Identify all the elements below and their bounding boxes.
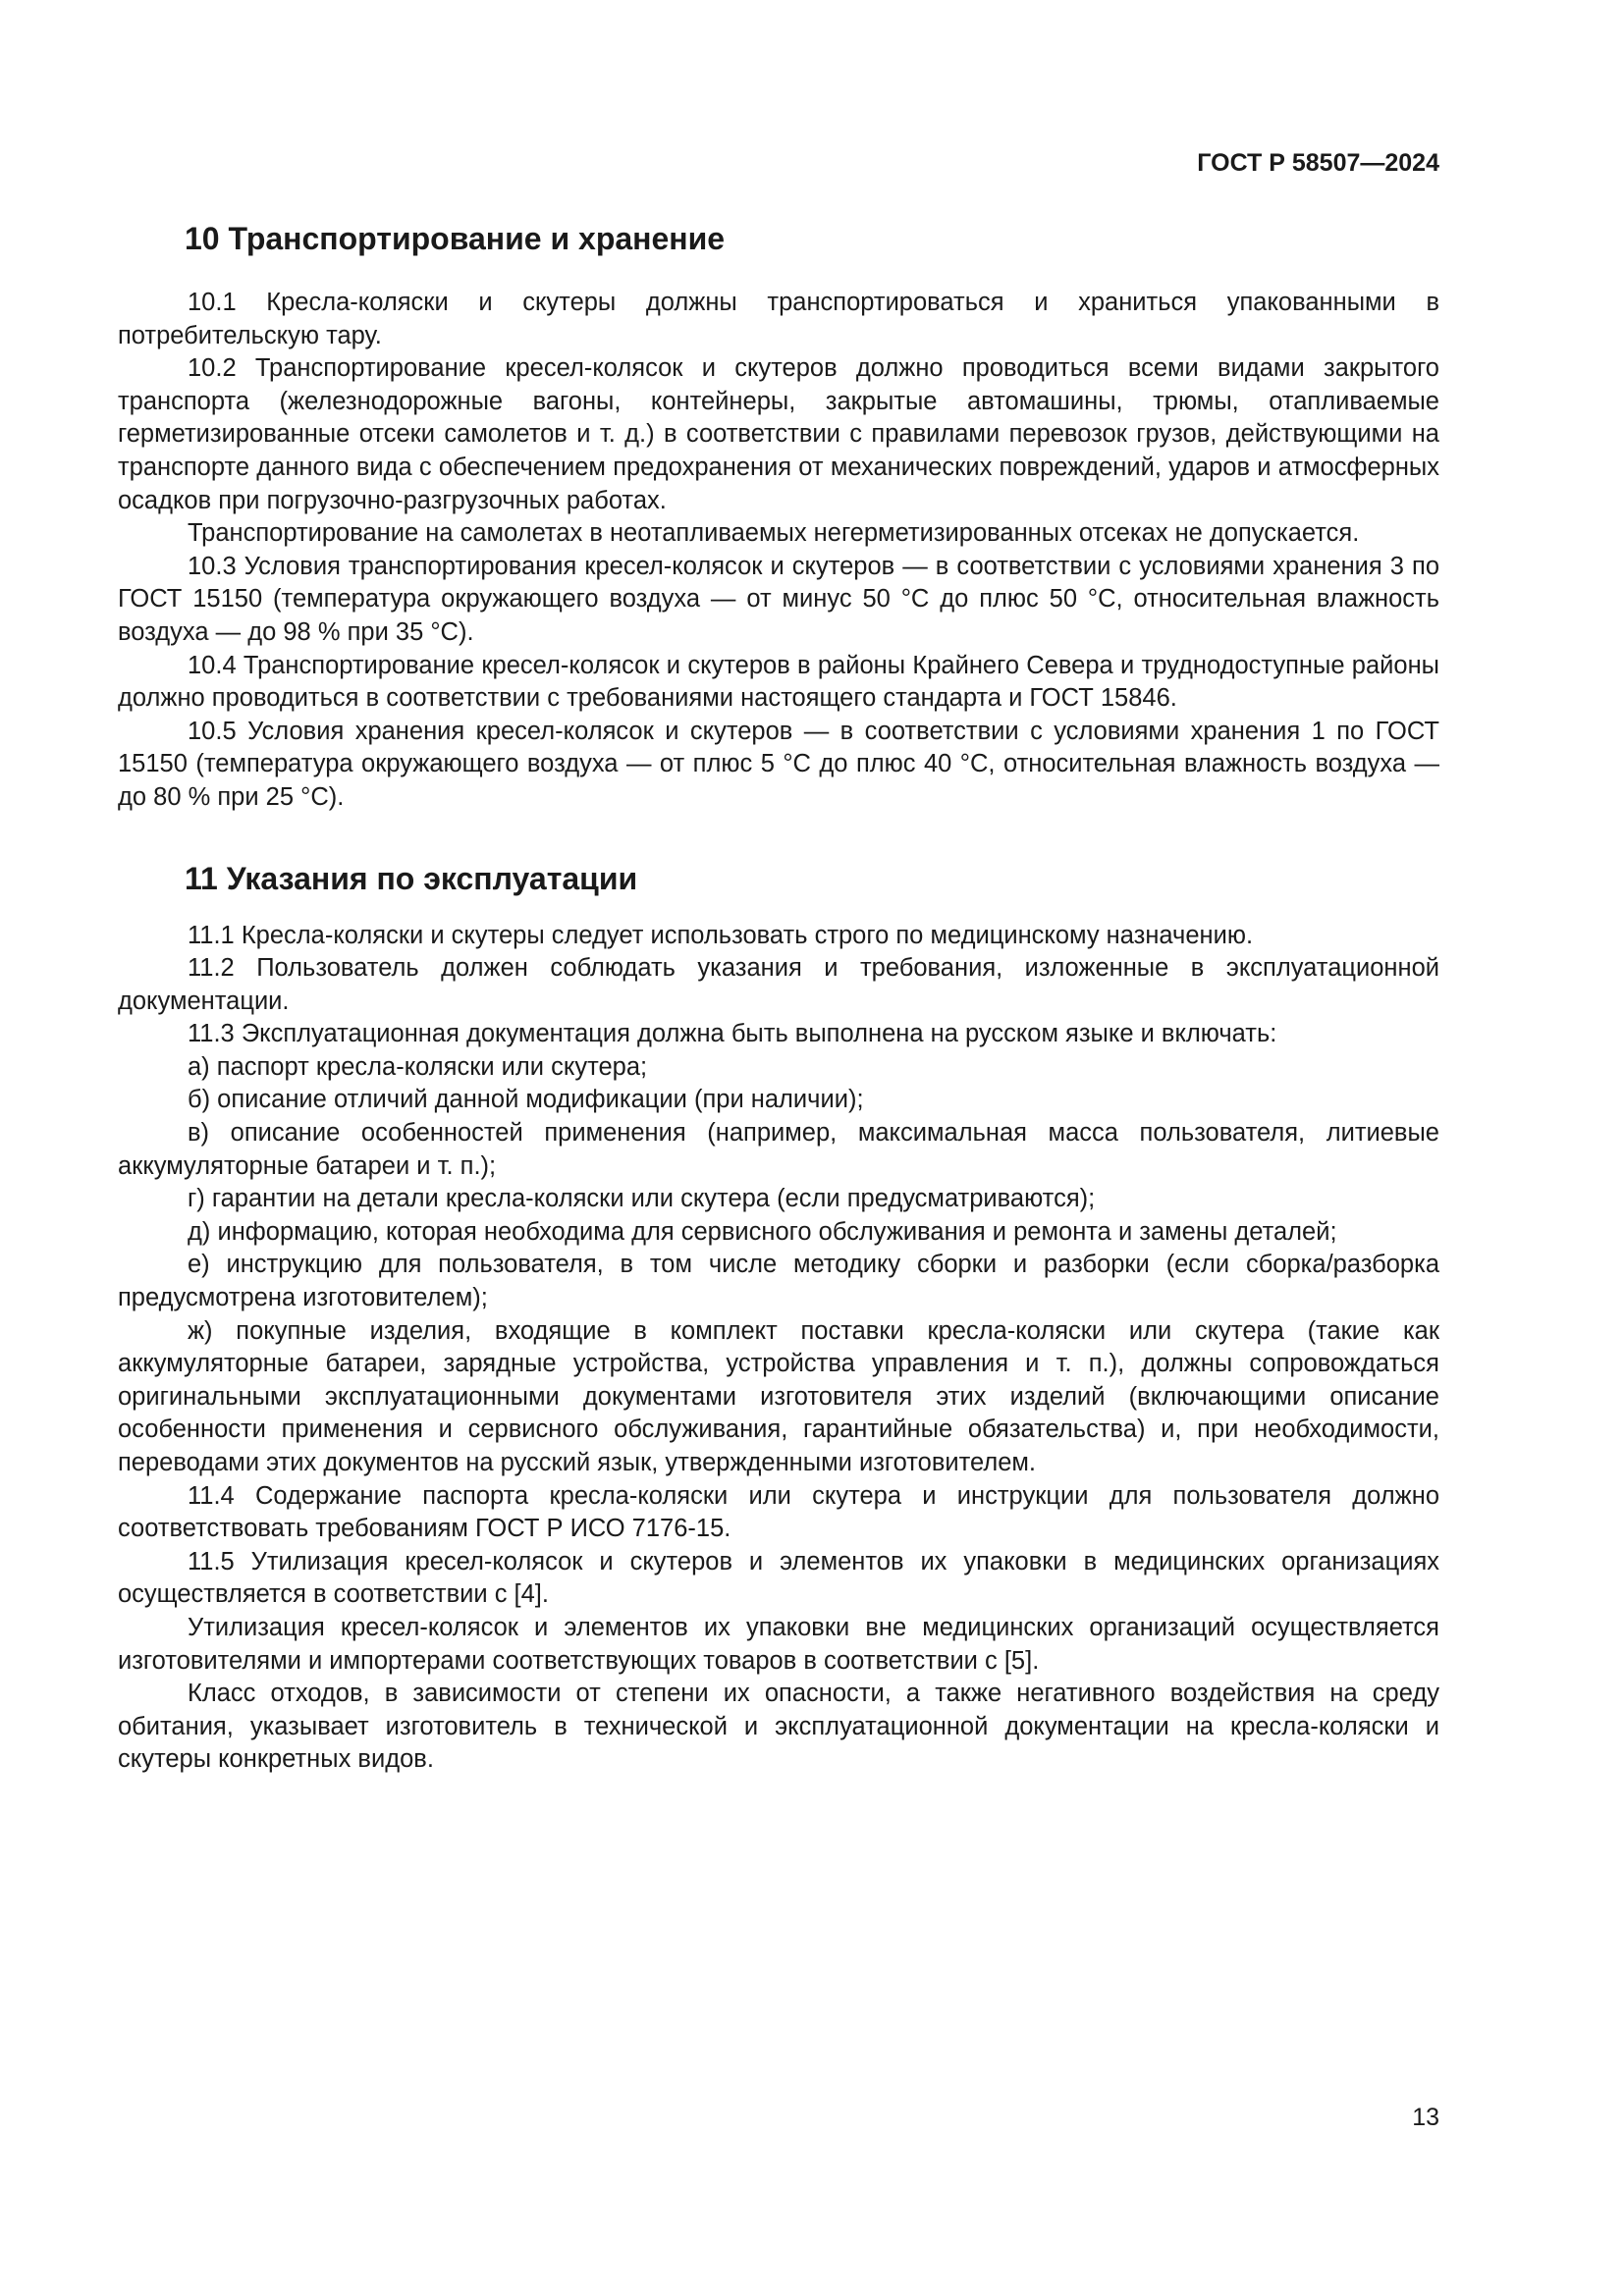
list-item-b: б) описание отличий данной модификации (при наличии); [188,1086,864,1114]
section-operating-instructions [118,859,1439,1777]
document-body [118,219,1439,1777]
list-item-a: а) паспорт кресла-коляски или скутера; [188,1052,648,1081]
paragraph-10-1: 10.1 Кресла-коляски и скутеры должны транспортироваться и храниться упакованными в потребительскую тару. [118,289,1439,349]
paragraph-10-5: 10.5 Условия хранения кресел-колясок и скутеров — в соответствии с условиями хранения 1 по ГОСТ 15150 (температура окружающего воздуха — от плюс 5 °С до плюс 40 °С, относительная влажность воздуха — до 80 % при 25 °С). [118,717,1439,811]
list-item-e: е) инструкцию для пользователя, в том числе методику сборки и разборки (если сборка/разборка предусмотрена изготовителем); [118,1251,1439,1312]
list-item-g: г) гарантии на детали кресла-коляски или скутера (если предусматриваются); [188,1185,1096,1213]
paragraph-11-5: 11.5 Утилизация кресел-колясок и скутеров и элементов их упаковки в медицинских организациях осуществляется в соответствии с [4]. [118,1547,1439,1609]
paragraph-11-5-outside: Утилизация кресел-колясок и элементов их упаковки вне медицинских организаций осуществляется изготовителями и импортерами соответствующих товаров в соответствии с [5]. [118,1613,1439,1675]
section-transport-storage [118,219,1439,815]
paragraph-11-4: 11.4 Содержание паспорта кресла-коляски или скутера и инструкции для пользователя должно соответствовать требованиям ГОСТ Р ИСО 7176-15. [118,1481,1439,1543]
section-heading: 11 Указания по эксплуатации [185,860,638,896]
paragraph-11-5-waste-class: Класс отходов, в зависимости от степени их опасности, а также негативного воздействия на среду обитания, указывает изготовитель в технической и эксплуатационной документации на кресла-коляски и скутеры конкретных видов. [118,1680,1439,1774]
section-heading: 10 Транспортирование и хранение [185,221,726,256]
list-item-d: д) информацию, которая необходима для сервисного обслуживания и ремонта и замены деталей; [188,1217,1337,1246]
paragraph-11-1: 11.1 Кресла-коляски и скутеры следует использовать строго по медицинскому назначению. [188,921,1254,949]
paragraph-10-2: 10.2 Транспортирование кресел-колясок и скутеров должно проводиться всеми видами закрытого транспорта (железнодорожные вагоны, контейнеры, закрытые автомашины, трюмы, отапливаемые герметизированные отсеки самолетов и т. д.) в соответствии с правилами перевозок грузов, действующими на транспорте данного вида с обеспечением предохранения от механических повреждений, ударов и атмосферных осадков при погрузочно-разгрузочных работах. [118,354,1439,514]
list-item-zh: ж) покупные изделия, входящие в комплект поставки кресла-коляски или скутера (такие как аккумуляторные батареи, зарядные устройства, устройства управления и т. п.), должны сопровождаться оригинальными эксплуатационными документами изготовителя этих изделий (включающими описание особенности применения и сервисного обслуживания, гарантийные обязательства) и, при необходимости, переводами этих документов на русский язык, утвержденными изготовителем. [118,1316,1439,1476]
paragraph-10-2-aircraft: Транспортирование на самолетах в неотапливаемых негерметизированных отсеках не допускается. [188,519,1360,548]
page-number: 13 [1412,2104,1439,2131]
paragraph-10-3: 10.3 Условия транспортирования кресел-колясок и скутеров — в соответствии с условиями хранения 3 по ГОСТ 15150 (температура окружающего воздуха — от минус 50 °С до плюс 50 °С, относительная влажность воздуха — до 98 % при 35 °С). [118,552,1439,646]
document-code: ГОСТ Р 58507—2024 [1197,149,1439,177]
paragraph-10-4: 10.4 Транспортирование кресел-колясок и скутеров в районы Крайнего Севера и труднодоступные районы должно проводиться в соответствии с требованиями настоящего стандарта и ГОСТ 15846. [118,651,1439,713]
paragraph-11-3: 11.3 Эксплуатационная документация должна быть выполнена на русском языке и включать: [188,1020,1277,1048]
paragraph-11-2: 11.2 Пользователь должен соблюдать указания и требования, изложенные в эксплуатационной документации. [118,954,1439,1015]
list-item-v: в) описание особенностей применения (например, максимальная масса пользователя, литиевые аккумуляторные батареи и т. п.); [118,1119,1439,1180]
